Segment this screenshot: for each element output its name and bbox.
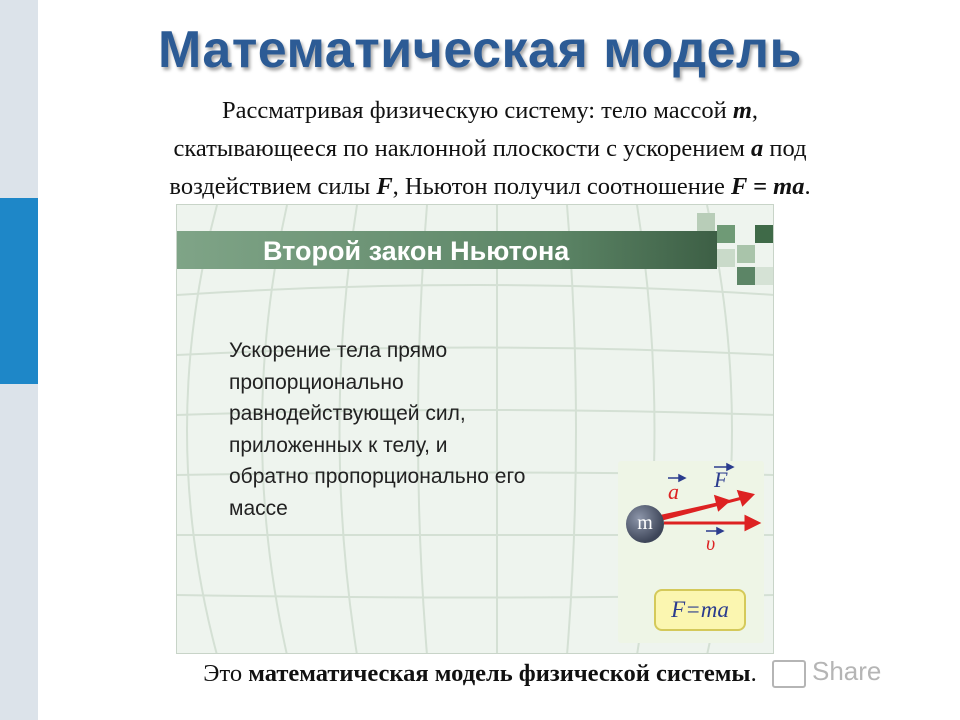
body-line: массе	[229, 496, 288, 520]
intro-line-1: Рассматривая физическую систему: тело массой m,	[221, 97, 758, 124]
relation-formula: F = ma	[731, 173, 805, 200]
vec-a-label: a	[668, 479, 679, 504]
share-watermark: Share	[772, 656, 922, 692]
vec-v-label: υ	[706, 533, 716, 555]
decor-square	[755, 225, 773, 243]
mass-symbol: m	[732, 97, 752, 124]
intro-line-3: воздействием силы F, Ньютон получил соотношение F = ma.	[169, 173, 811, 200]
decor-square	[737, 267, 755, 285]
slide-body-text	[229, 335, 609, 524]
mass-ball: m	[626, 505, 664, 543]
decor-square	[755, 267, 773, 285]
decor-square	[717, 225, 735, 243]
newton-law-slide	[176, 204, 774, 654]
body-line: Ускорение тела прямо	[229, 339, 448, 362]
decor-square	[717, 249, 735, 267]
body-line: обратно пропорционально его	[229, 465, 526, 488]
decor-square	[697, 213, 715, 231]
force-diagram	[618, 461, 764, 643]
slide-header-title: Второй закон Ньютона	[263, 236, 570, 266]
force-symbol: F	[376, 173, 393, 200]
acceleration-symbol: a	[751, 135, 764, 162]
body-line: приложенных к телу, и	[229, 433, 448, 457]
share-icon	[772, 660, 806, 688]
formula-box: F=ma	[654, 589, 746, 631]
page-title: Математическая модель	[157, 21, 803, 79]
side-bar-accent	[0, 198, 38, 384]
body-line: пропорционально	[229, 370, 404, 394]
vec-f-label: F	[714, 467, 728, 492]
intro-line-2: скатывающееся по наклонной плоскости с ускорением a под	[173, 135, 807, 162]
intro-paragraph	[50, 92, 930, 206]
footer-bold: математическая модель физической системы	[248, 660, 751, 687]
footer-text: Это математическая модель физической системы.	[203, 660, 757, 687]
body-line: равнодействующей сил,	[229, 402, 466, 425]
decor-square	[737, 245, 755, 263]
